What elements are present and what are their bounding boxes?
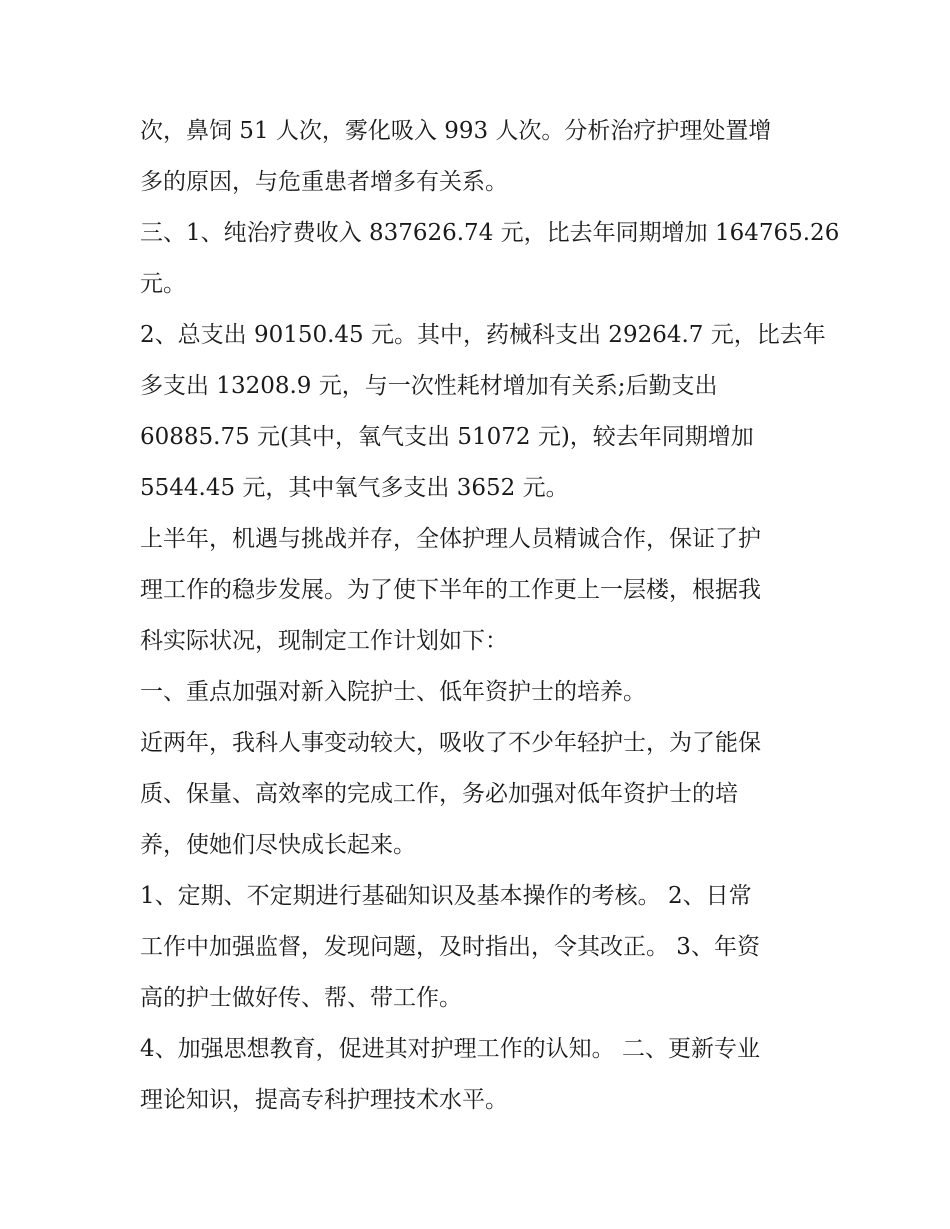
paragraph-treatment-income bbox=[140, 208, 840, 310]
paragraph-half-year-review bbox=[140, 514, 820, 667]
text-line: 上半年，机遇与挑战并存，全体护理人员精诚合作，保证了护 bbox=[140, 526, 761, 552]
text-line: 高的护士做好传、帮、带工作。 bbox=[140, 985, 462, 1011]
paragraph-treatment-summary bbox=[140, 106, 820, 208]
text-line: 元。 bbox=[140, 271, 186, 297]
text-line: 60885.75 元(其中，氧气支出 51072 元)，较去年同期增加 bbox=[140, 424, 754, 450]
text-line: 理工作的稳步发展。为了使下半年的工作更上一层楼，根据我 bbox=[140, 577, 761, 603]
section-heading-training bbox=[140, 667, 820, 718]
text-line: 工作中加强监督，发现问题，及时指出，令其改正。 3、年资 bbox=[140, 934, 760, 960]
text-line: 养，使她们尽快成长起来。 bbox=[140, 832, 416, 858]
paragraph-total-expenditure bbox=[140, 310, 826, 514]
text-line: 理论知识，提高专科护理技术水平。 bbox=[140, 1087, 508, 1113]
text-line: 4、加强思想教育，促进其对护理工作的认知。 二、更新专业 bbox=[140, 1036, 760, 1062]
text-line: 科实际状况，现制定工作计划如下： bbox=[140, 628, 508, 654]
text-line: 次，鼻饲 51 人次，雾化吸入 993 人次。分析治疗护理处置增 bbox=[140, 118, 772, 144]
text-line: 2、总支出 90150.45 元。其中，药械科支出 29264.7 元，比去年 bbox=[140, 322, 826, 348]
text-line: 近两年，我科人事变动较大，吸收了不少年轻护士，为了能保 bbox=[140, 730, 761, 756]
text-line: 1、定期、不定期进行基础知识及基本操作的考核。 2、日常 bbox=[140, 883, 752, 909]
text-line: 多支出 13208.9 元，与一次性耗材增加有关系;后勤支出 bbox=[140, 373, 718, 399]
text-line: 三、1、纯治疗费收入 837626.74 元，比去年同期增加 164765.26 bbox=[140, 220, 840, 246]
paragraph-education bbox=[140, 1024, 820, 1126]
text-line: 质、保量、高效率的完成工作，务必加强对低年资护士的培 bbox=[140, 781, 738, 807]
document-page bbox=[140, 106, 840, 1126]
paragraph-staffing bbox=[140, 718, 820, 871]
text-line: 一、重点加强对新入院护士、低年资护士的培养。 bbox=[140, 679, 646, 705]
text-line: 多的原因，与危重患者增多有关系。 bbox=[140, 169, 508, 195]
paragraph-training-measures bbox=[140, 871, 820, 1024]
text-line: 5544.45 元，其中氧气多支出 3652 元。 bbox=[140, 475, 569, 501]
